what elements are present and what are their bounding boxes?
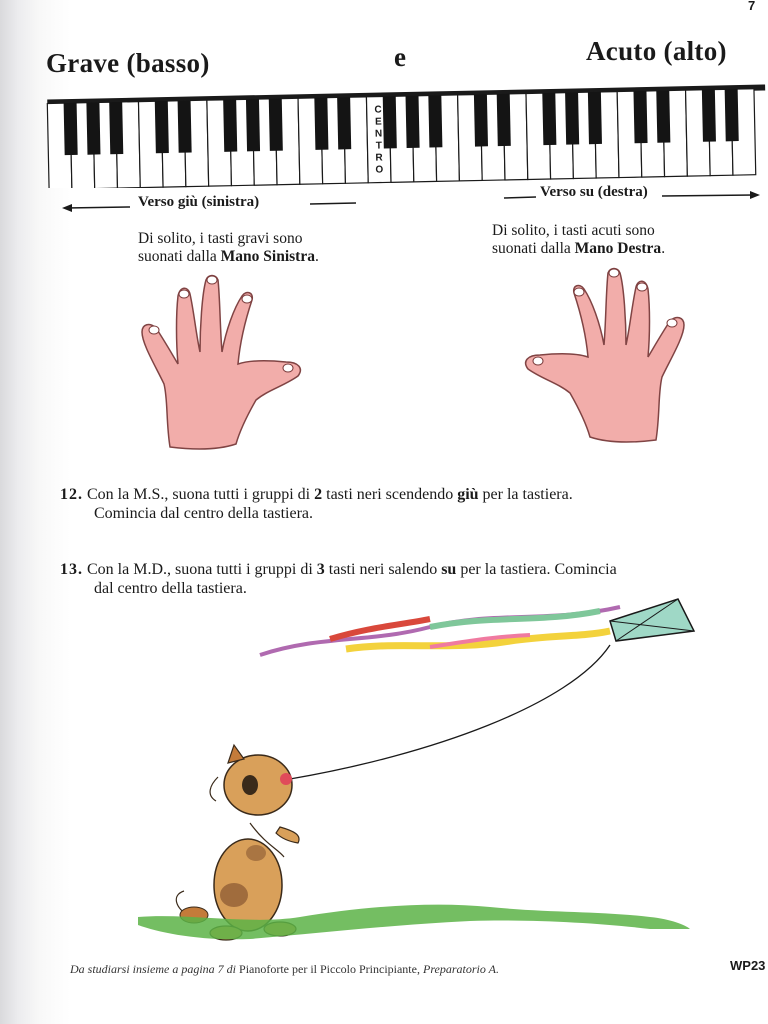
centro-letter: N [374, 128, 383, 140]
black-key [474, 94, 488, 146]
black-key [64, 103, 78, 155]
black-key [588, 92, 602, 144]
footer-book: Pianoforte per il Piccolo Principiante, [239, 962, 420, 976]
black-key [497, 94, 511, 146]
exercise-12-line2: Comincia dal centro della tastiera. [94, 505, 314, 522]
exercise-12 [60, 485, 573, 523]
black-key [428, 95, 442, 147]
note-right-hand [492, 222, 665, 258]
note-right-line2: suonati dalla Mano Destra. [492, 240, 666, 257]
black-key [542, 93, 556, 145]
page-number: 7 [748, 0, 756, 13]
footer-pre: Da studiarsi insieme a pagina 7 di [70, 962, 240, 976]
black-key [406, 96, 420, 148]
left-hand-illustration [138, 272, 338, 452]
right-hand-illustration [488, 265, 688, 445]
direction-down-text: Verso giù (sinistra) [138, 194, 260, 210]
black-key [725, 89, 739, 141]
direction-up-label [540, 184, 648, 201]
note-left-line2: suonati dalla Mano Sinistra. [138, 248, 319, 265]
black-key [223, 100, 237, 152]
note-left-line1: Di solito, i tasti gravi sono [138, 230, 303, 247]
centro-letter: C [374, 104, 382, 116]
title-conjunction: e [394, 42, 407, 72]
footer-reference [70, 962, 499, 977]
note-left-hand [138, 230, 319, 266]
dog-with-kite-illustration [130, 595, 710, 955]
black-key [383, 96, 397, 148]
title-high: Acuto (alto) [586, 36, 727, 66]
direction-up-text: Verso su (destra) [540, 184, 648, 200]
piano-keyboard [46, 78, 768, 188]
note-right-line1: Di solito, i tasti acuti sono [492, 222, 655, 239]
black-key [656, 90, 670, 142]
exercise-13-line1: 13. Con la M.D., suona tutti i gruppi di 3 tasti neri salendo su per la tastiera. Comincia [60, 561, 617, 578]
black-key [178, 101, 192, 153]
centro-letter: E [374, 116, 382, 128]
black-key [702, 90, 716, 142]
footer-post: Preparatorio A. [419, 962, 499, 976]
black-key [109, 102, 123, 154]
title-low: Grave (basso) [46, 48, 210, 78]
exercise-12-line1: 12. Con la M.S., suona tutti i gruppi di 2 tasti neri scendendo giù per la tastiera. [60, 486, 573, 503]
exercise-13 [60, 560, 617, 598]
black-key [314, 98, 328, 150]
centro-letter: R [375, 152, 383, 164]
black-key [86, 102, 100, 154]
white-keys [47, 89, 755, 188]
black-key [633, 91, 647, 143]
black-key [269, 99, 283, 151]
direction-down-label [138, 194, 259, 211]
black-key [565, 92, 579, 144]
centro-letter: T [375, 140, 383, 152]
exercise-13-line2: dal centro della tastiera. [94, 580, 247, 597]
black-key [155, 101, 169, 153]
black-key [337, 97, 351, 149]
centro-letter: O [375, 164, 384, 176]
catalog-code: WP23 [730, 958, 766, 973]
black-key [246, 99, 260, 151]
